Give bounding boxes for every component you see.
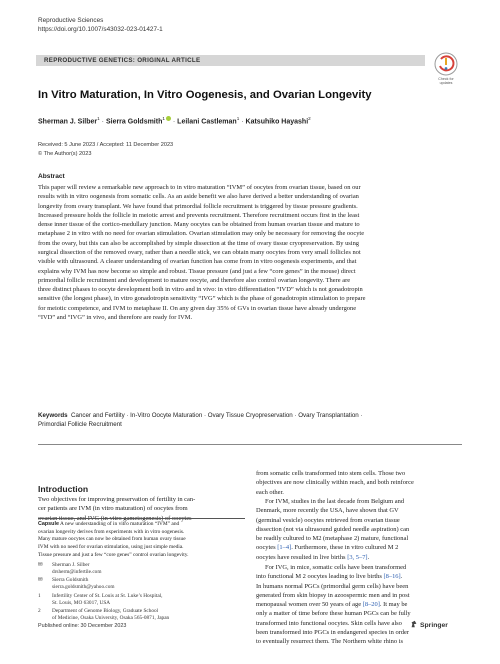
published-online-date: Published online: 30 December 2023 <box>38 623 127 629</box>
introduction-heading: Introduction <box>38 484 89 494</box>
email-link[interactable]: drsherm@infertile.com <box>52 568 102 575</box>
journal-header <box>38 17 163 34</box>
abstract-line: explains why IVM has now become so simple and robust. Tissue pressure (and just a few “core genes” in the mouse) direct <box>38 267 356 275</box>
author-separator: · <box>101 118 104 126</box>
received-accepted-dates: Received: 5 June 2023 / Accepted: 11 December 2023 <box>38 142 174 148</box>
citation-line[interactable]: oocytes have resulted in live births [3, 5–7]. <box>256 553 370 561</box>
abstract-line: dense inner tissue of the cortico-medullary junction. Many oocytes can be obtained from human ovarian tissue and mature to <box>38 221 360 229</box>
abstract-heading: Abstract <box>38 173 65 180</box>
abstract-line: visible with ultrasound. A clearer understanding of ovarian function has come from in vitro oogenesis experiments, and that <box>38 258 357 266</box>
author-separator: · <box>241 118 244 126</box>
abstract-body <box>38 183 462 322</box>
citation-line[interactable]: into functional M 2 oocytes leading to live births [8–16]. <box>256 573 403 581</box>
citation-line[interactable]: menopausal women over 50 years of age [8–20]. It may be <box>256 601 408 609</box>
intro-right-paragraph-2: For IVM, studies in the last decade from Belgium and Denmark, more recently the USA, have shown that GV (germinal vesicle) oocytes retrieved from ovarian tissue dissection (not via ultrasound guided needle aspiration) can be readily cultured to M2 (metaphase 2) mature, functional oocytes [1–4]. Furthermore, these in vitro cultured M 2 oocytes have resulted in live births [3, 5–7]. <box>256 497 463 562</box>
abstract-line: metaphase 2 in vitro with no need for ovarian stimulation. Ovarian stimulation may only be necessary for removing the oocyte <box>38 230 365 238</box>
keywords-list-cont: Primordial Follicle Recruitment <box>38 421 122 428</box>
contact-author-2: ✉ Sierra Goldsmith sierra.goldsmith@yahoo.com <box>38 577 115 590</box>
springer-horse-icon <box>410 620 418 628</box>
capsule-label: Capsule <box>38 521 59 527</box>
intro-left-paragraph: Two objectives for improving preservation of fertility in can- cer patients are IVM (in vitro maturation) of oocytes from ovarian tissue, and IVG (in vitro gametogenesis) of oocytes <box>38 496 196 522</box>
author-list: Sherman J. Silber$^1$ · Sierra Goldsmith$^1$ · Leilani Castleman$^1$ · Katsuhiko Hayashi$^2$ <box>38 116 311 126</box>
author-name[interactable]: Sierra Goldsmith <box>105 118 163 126</box>
doi-link[interactable]: https://doi.org/10.1007/s43032-023-01427-1 <box>38 25 163 33</box>
envelope-icon: ✉ <box>38 562 43 568</box>
abstract-line: surgical dissection of the removed ovary, rather than a needle stick, we can obtain many oocytes from very small follicles not <box>38 248 361 256</box>
abstract-line: “IVD” and “IVG” in vivo, and therefore are ready for IVM. <box>38 313 193 321</box>
affiliation-1: 1 Infertility Center of St. Louis at St. Luke’s Hospital, St. Louis, MO 63017, USA <box>38 593 163 606</box>
abstract-line: for meiotic competence, and IVM to metaphase II. On any given day 35% of GVs in ovarian tissue have already undergone <box>38 304 357 312</box>
check-for-updates-label: Check for updates <box>438 77 454 86</box>
capsule-box: Capsule A new understanding of in vitro maturation “IVM” and ovarian longevity derives from experiments with in vitro oogenesis. Many mature oocytes can now be obtained from human ovary tissue IVM with no need for ovarian stimulation, using just simple media. Tissue pressure and just a few “core genes” control ovarian longevity. <box>38 521 189 558</box>
keywords <box>38 411 462 429</box>
envelope-icon: ✉ <box>38 577 43 583</box>
article-dates <box>38 141 173 159</box>
copyright-notice: © The Author(s) 2023 <box>38 151 92 157</box>
abstract-line: longevity from ovary transplant. We have found that primordial follicle recruitment is triggered by tissue pressure gradients. <box>38 202 358 210</box>
article-title: In Vitro Maturation, In Vitro Oogenesis, and Ovarian Longevity <box>38 89 372 101</box>
capsule-rule <box>38 518 245 519</box>
author-name[interactable]: Katsuhiko Hayashi <box>245 118 309 126</box>
contact-author-1: ✉ Sherman J. Silber drsherm@infertile.com <box>38 562 102 575</box>
author-name[interactable]: Leilani Castleman <box>177 118 237 126</box>
author-separator: · <box>172 118 176 126</box>
author-name[interactable]: Sherman J. Silber <box>38 118 98 126</box>
journal-name: Reproductive Sciences <box>38 17 104 24</box>
abstract-line: primordial follicle recruitment and development to mature oocyte, and therefore also control ovarian longevity. There are <box>38 276 351 284</box>
publisher-logo[interactable]: Springer <box>410 620 448 629</box>
abstract-line: three distinct phases to oocyte development both in vitro and in vivo: in vitro differentiation “IVD” which is not gonadotropin <box>38 286 363 294</box>
abstract-line: results with in vitro oogenesis from somatic cells. As an aside benefit we also have derived a better understanding of ovarian <box>38 193 359 201</box>
section-divider <box>38 444 462 445</box>
email-link[interactable]: sierra.goldsmith@yahoo.com <box>52 583 115 590</box>
orcid-icon[interactable] <box>166 116 171 121</box>
keywords-label: Keywords <box>38 412 68 419</box>
affiliation-2: 2 Department of Genome Biology, Graduate School of Medicine, Osaka University, Osaka 565-0871, Japan <box>38 608 170 621</box>
intro-right-paragraph-3: For IVG, in mice, somatic cells have been transformed into functional M 2 oocytes leading to live births [8–16]. In humans normal PGCs (primordial germ cells) have been generated from skin biopsy in azoospermic men and in post menopausal women over 50 years of age [8–20]. It may be only a matter of time before these human PGCs can be fully transformed into functional oocytes. Skin cells have also been transformed into PGCs in endangered species in order to eventually resurrect them. The Northern white rhino is <box>256 563 463 647</box>
intro-right-paragraph-1: from somatic cells transformed into stem cells. Those two objectives are now clinically within reach, and both reinforce each other. <box>256 470 414 496</box>
abstract-line: This paper will review a remarkable new approach to in vitro maturation “IVM” of oocytes from ovarian tissue, based on our <box>38 184 361 191</box>
check-for-updates-icon[interactable] <box>434 52 458 76</box>
abstract-line: sensitive (the longest phase), in vitro gonadotropin sensitivity “IVG” which is the phase of gonadotropin stimulation to prepare <box>38 295 366 303</box>
keywords-list: Cancer and Fertility · In-Vitro Oocyte Maturation · Ovary Tissue Cryopreservation · Ovary Transplantation · <box>71 412 363 419</box>
article-type-banner: REPRODUCTIVE GENETICS: ORIGINAL ARTICLE <box>36 55 425 66</box>
citation-line[interactable]: oocytes [1–4]. Furthermore, these in vitro cultured M 2 <box>256 544 399 552</box>
abstract-line: from the ovary, but this can also be accomplished by simple dissection at the time of ovary tissue cryopreservation. By using <box>38 239 360 247</box>
abstract-line: Increased pressure holds the follicle in meiotic arrest and prevents recruitment. Therefore recruitment occurs first in the least <box>38 211 360 219</box>
